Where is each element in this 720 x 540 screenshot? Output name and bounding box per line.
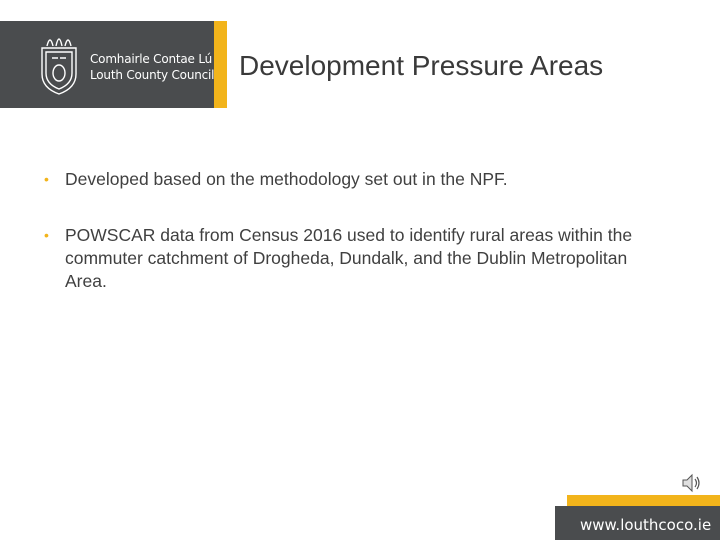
logo-accent-stripe [214, 21, 227, 108]
bullet-marker: • [44, 171, 49, 187]
council-name-english: Louth County Council [90, 68, 215, 82]
bullet-item [44, 224, 644, 293]
bullet-list [44, 168, 644, 326]
speaker-icon[interactable] [680, 472, 702, 494]
council-crest-icon [36, 30, 82, 96]
bullet-text: Developed based on the methodology set out in the NPF. [65, 169, 508, 189]
bullet-text: POWSCAR data from Census 2016 used to identify rural areas within the commuter catchment of Drogheda, Dundalk, and the Dublin Metropolitan Area. [65, 225, 633, 291]
footer-website-link[interactable]: www.louthcoco.ie [580, 516, 712, 534]
slide-title: Development Pressure Areas [239, 50, 604, 81]
council-name [90, 51, 214, 83]
bullet-marker: • [44, 227, 49, 243]
bullet-item [44, 168, 644, 191]
council-name-irish: Comhairle Contae Lú [90, 52, 213, 66]
footer-accent-stripe [567, 495, 720, 506]
